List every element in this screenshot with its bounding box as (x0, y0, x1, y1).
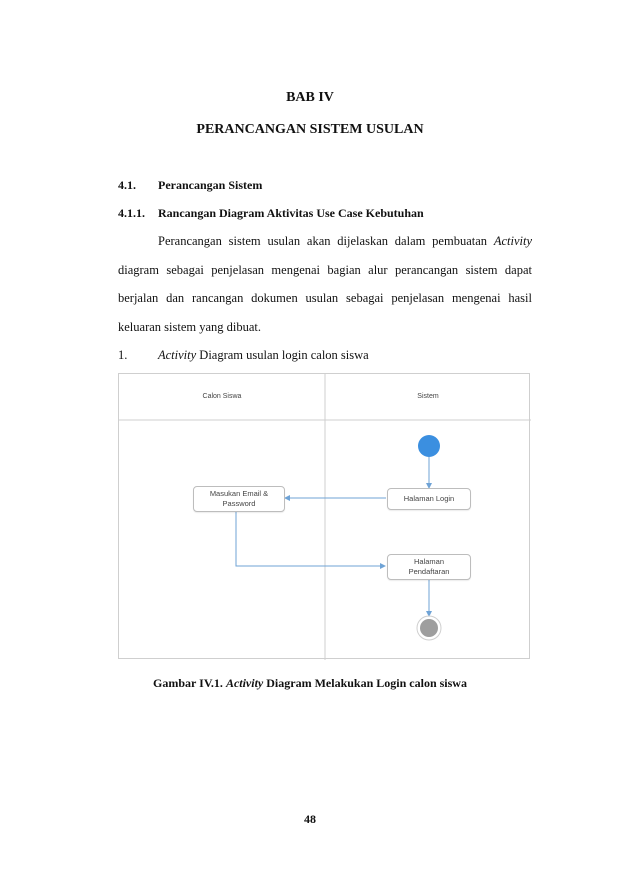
end-node (420, 619, 438, 637)
page-number: 48 (304, 812, 316, 826)
node-halaman-pendaftaran (387, 554, 471, 580)
node-halaman-login: Halaman Login (387, 488, 471, 510)
paragraph-line-3: berjalan dan rancangan dokumen usulan sebagai penjelasan mengenai hasil (118, 291, 532, 305)
node-pendaftaran-line-2: Pendaftaran (408, 567, 450, 576)
lane-sistem: Sistem (417, 393, 439, 400)
start-node (418, 435, 440, 457)
subsection-title: Rancangan Diagram Aktivitas Use Case Kebutuhan (158, 206, 424, 220)
list-item-rest: Diagram usulan login calon siswa (196, 348, 369, 362)
caption-suffix: Diagram Melakukan Login calon siswa (263, 676, 467, 690)
paragraph-line-2: diagram sebagai penjelasan mengenai bagian alur perancangan sistem dapat (118, 262, 532, 277)
paragraph-line-1-italic: Activity (493, 234, 533, 248)
activity-diagram (118, 373, 530, 659)
paragraph-line-4: keluaran sistem yang dibuat. (118, 319, 262, 334)
list-item-text (158, 348, 369, 363)
arrow-masukan-to-pendaftaran (236, 509, 385, 566)
caption-italic: Activity (225, 676, 264, 690)
chapter-title: PERANCANGAN SISTEM USULAN (196, 122, 424, 137)
body-paragraph (118, 227, 532, 341)
chapter-label: BAB IV (286, 90, 334, 105)
section-number: 4.1. (118, 178, 136, 192)
node-masukan-line-2: Password (222, 499, 256, 508)
list-item-number: 1. (118, 348, 128, 362)
paragraph-line-1 (118, 227, 532, 256)
caption-prefix: Gambar IV.1. (153, 676, 226, 690)
section-title: Perancangan Sistem (158, 178, 263, 192)
subsection-number: 4.1.1. (118, 206, 145, 220)
node-masukan-email-password (193, 486, 285, 512)
list-item-italic: Activity (158, 348, 197, 362)
node-pendaftaran-line-1: Halaman (413, 557, 444, 566)
lane-calon-siswa: Calon Siswa (202, 393, 242, 400)
node-masukan-line-1: Masukan Email & (209, 489, 269, 498)
paragraph-line-1-text: Perancangan sistem usulan akan dijelaskan dalam pembuatan (158, 234, 488, 248)
figure-caption (0, 676, 620, 691)
